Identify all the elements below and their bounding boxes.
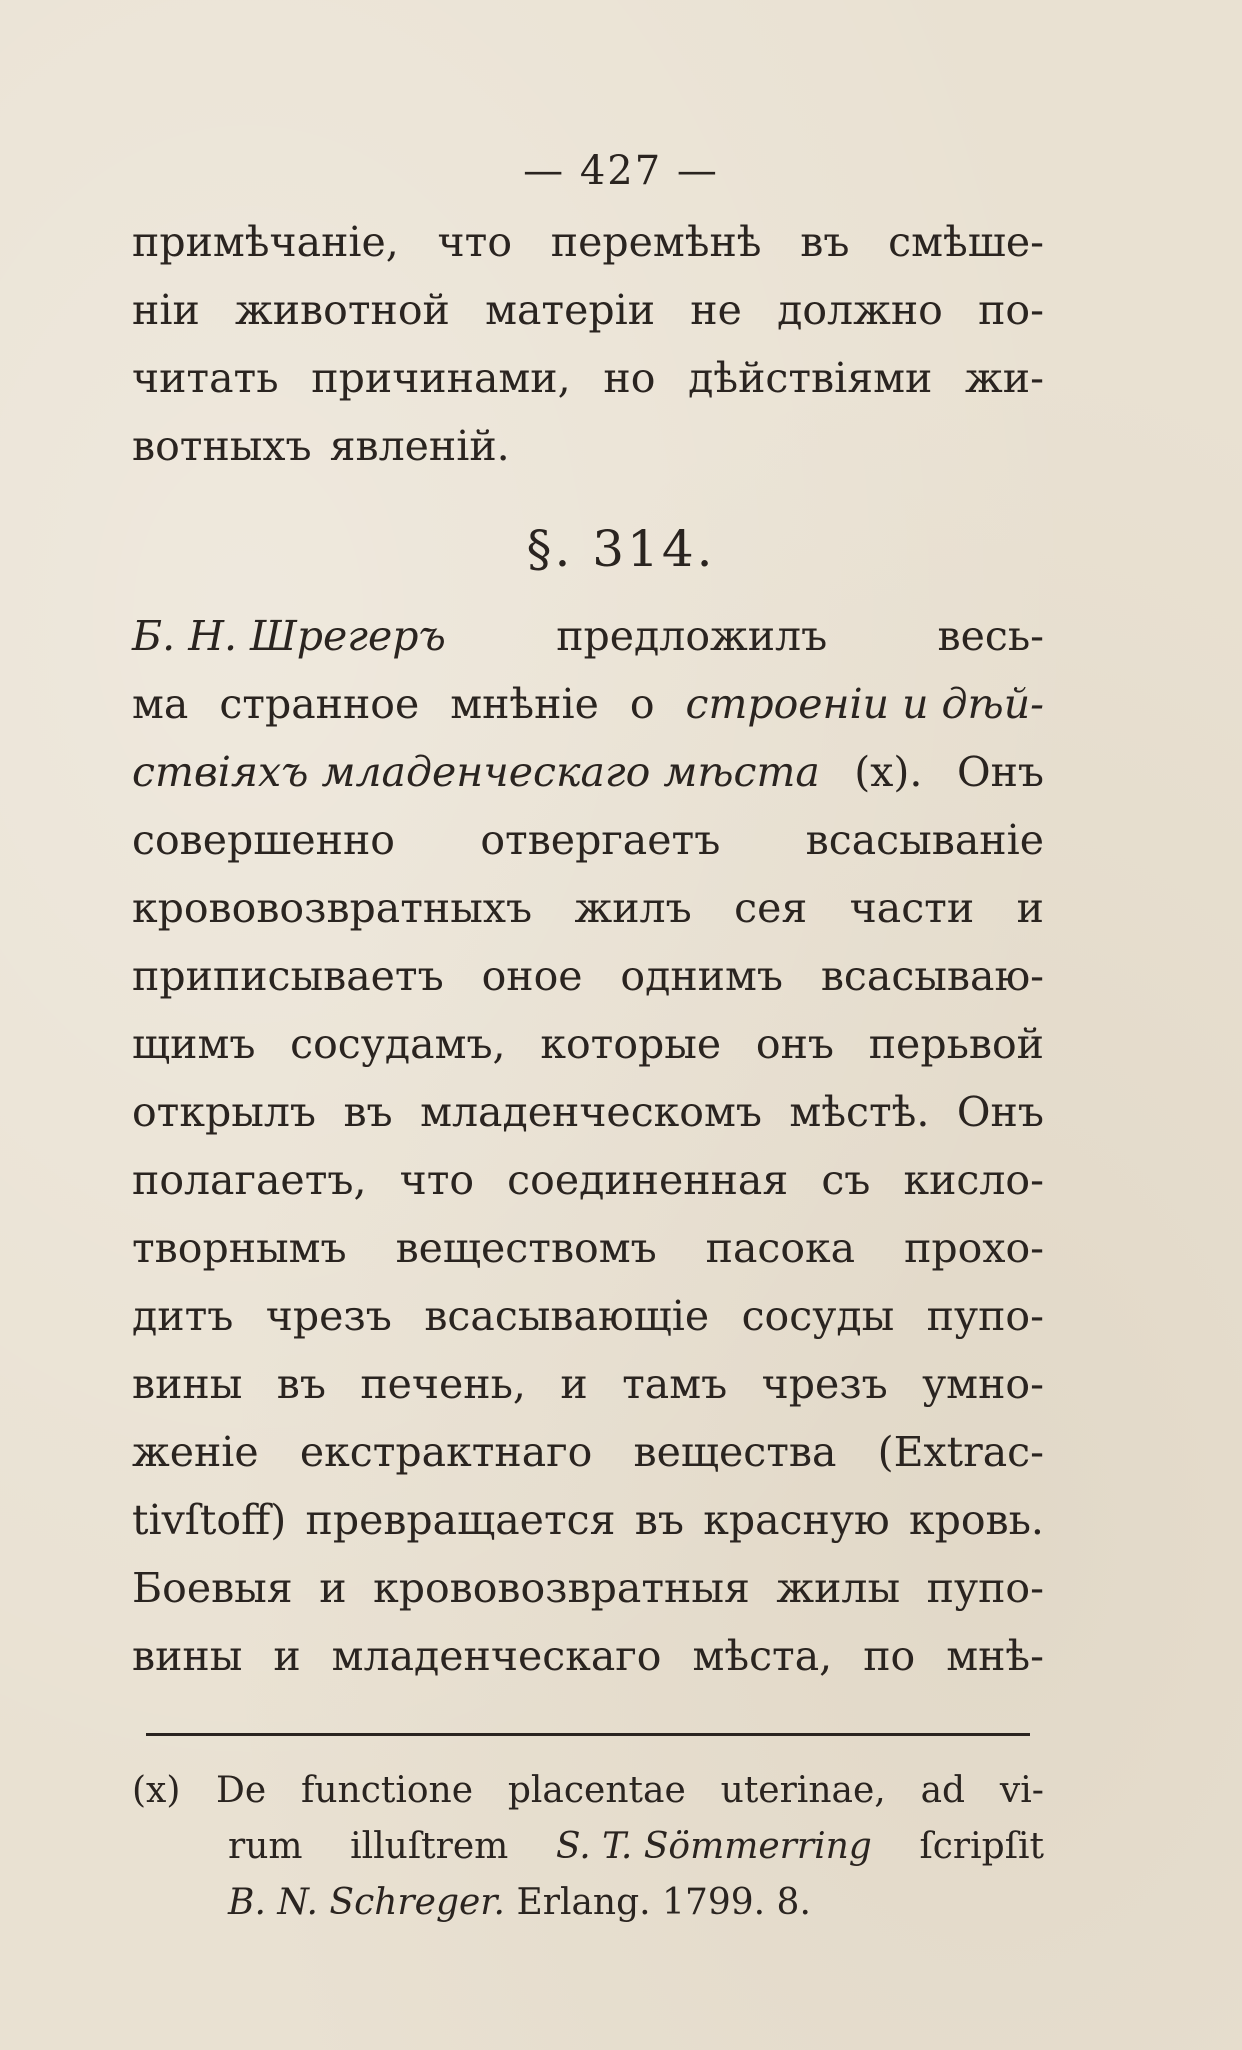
text-line bbox=[132, 1564, 1044, 1632]
word: что bbox=[437, 218, 513, 266]
word: кровь. bbox=[908, 1496, 1044, 1544]
word: но bbox=[603, 354, 656, 402]
word: и bbox=[1016, 884, 1044, 932]
footnote-divider bbox=[146, 1733, 1030, 1736]
footnote-text bbox=[228, 1882, 811, 1923]
word: которые bbox=[540, 1020, 722, 1068]
word: сосудамъ, bbox=[290, 1020, 506, 1068]
text-line bbox=[132, 286, 1044, 354]
word: младенческаго bbox=[331, 1632, 662, 1680]
word: части bbox=[849, 884, 975, 932]
word: сосуды bbox=[741, 1292, 895, 1340]
text-line bbox=[132, 1224, 1044, 1292]
word: жилы bbox=[776, 1564, 901, 1612]
word: умно- bbox=[922, 1360, 1044, 1408]
word: открылъ bbox=[132, 1088, 316, 1136]
text-line bbox=[132, 1360, 1044, 1428]
word: примѣчаніе, bbox=[132, 218, 399, 266]
word: дѣйствіями bbox=[688, 354, 933, 402]
word: пупо- bbox=[926, 1292, 1044, 1340]
word: пупо- bbox=[926, 1564, 1044, 1612]
word: вещества bbox=[633, 1428, 837, 1476]
word: оное bbox=[481, 952, 583, 1000]
italic-phrase: ствіяхъ младенческаго мѣста bbox=[132, 748, 820, 796]
word: дитъ bbox=[132, 1292, 234, 1340]
author-name: Б. Н. Шрегеръ bbox=[132, 612, 446, 660]
word: vi- bbox=[999, 1770, 1044, 1811]
text-line bbox=[132, 816, 1044, 884]
word: полагаетъ, bbox=[132, 1156, 367, 1204]
word: матеріи bbox=[485, 286, 656, 334]
word: совершенно bbox=[132, 816, 395, 864]
word: всасываю- bbox=[820, 952, 1044, 1000]
cited-name: S. T. Sömmerring bbox=[555, 1826, 872, 1867]
word: животной bbox=[235, 286, 450, 334]
word: причинами, bbox=[311, 354, 571, 402]
word: и bbox=[273, 1632, 301, 1680]
word: мѣстѣ. bbox=[789, 1088, 930, 1136]
word: и bbox=[319, 1564, 347, 1612]
word: не bbox=[690, 286, 742, 334]
word: однимъ bbox=[620, 952, 783, 1000]
word: (Extrac- bbox=[877, 1428, 1044, 1476]
footnote-line bbox=[132, 1882, 1044, 1938]
text-line bbox=[132, 1292, 1044, 1360]
word: что bbox=[399, 1156, 475, 1204]
word: всасываніе bbox=[805, 816, 1044, 864]
word: приписываетъ bbox=[132, 952, 444, 1000]
word: перьвой bbox=[868, 1020, 1044, 1068]
word: щимъ bbox=[132, 1020, 256, 1068]
word: младенческомъ bbox=[420, 1088, 762, 1136]
italic-phrase: строеніи и дѣй- bbox=[685, 680, 1044, 728]
word: прохо- bbox=[904, 1224, 1044, 1272]
word: Онъ bbox=[956, 1088, 1044, 1136]
footnote bbox=[132, 1770, 1044, 1938]
text-line bbox=[132, 1496, 1044, 1564]
text-line bbox=[132, 422, 1044, 490]
text-line bbox=[132, 354, 1044, 422]
word: мѣста, bbox=[692, 1632, 833, 1680]
word: въ bbox=[800, 218, 850, 266]
footnote-text bbox=[216, 1770, 1044, 1811]
word: tivſtoff) bbox=[132, 1496, 287, 1544]
word: предложилъ bbox=[556, 612, 828, 660]
word: по- bbox=[978, 286, 1044, 334]
word: illuſtrem bbox=[350, 1826, 509, 1867]
text-line bbox=[132, 1088, 1044, 1156]
text-line bbox=[132, 748, 1044, 816]
word: Онъ bbox=[956, 748, 1044, 796]
footnote-reference[interactable]: (x). bbox=[854, 748, 923, 796]
section-heading: §. 314. bbox=[526, 520, 716, 578]
word: творнымъ bbox=[132, 1224, 347, 1272]
word: ніи bbox=[132, 286, 200, 334]
word: пасока bbox=[705, 1224, 856, 1272]
text-line bbox=[132, 680, 1044, 748]
paragraph-lines bbox=[132, 816, 1044, 1700]
word: ad bbox=[920, 1770, 966, 1811]
word: De bbox=[216, 1770, 267, 1811]
word: сея bbox=[734, 884, 808, 932]
word: и bbox=[560, 1360, 588, 1408]
word: онъ bbox=[755, 1020, 834, 1068]
word: отвергаетъ bbox=[480, 816, 721, 864]
word: веществомъ bbox=[395, 1224, 657, 1272]
word: всасывающіе bbox=[424, 1292, 710, 1340]
word: Erlang. 1799. 8. bbox=[516, 1882, 811, 1923]
cited-name: B. N. Schreger. bbox=[228, 1882, 505, 1923]
word: тамъ bbox=[622, 1360, 728, 1408]
word: uterinae, bbox=[720, 1770, 886, 1811]
footnote-mark: (x) bbox=[132, 1770, 181, 1811]
word: читать bbox=[132, 354, 279, 402]
word: ма bbox=[132, 680, 189, 728]
word: жилъ bbox=[574, 884, 692, 932]
footnote-line bbox=[132, 1826, 1044, 1882]
word: крововозвратныхъ bbox=[132, 884, 533, 932]
word: чрезъ bbox=[265, 1292, 392, 1340]
word: кисло- bbox=[903, 1156, 1044, 1204]
word: жи- bbox=[965, 354, 1044, 402]
word: rum bbox=[228, 1826, 303, 1867]
word: мнѣніе bbox=[450, 680, 599, 728]
word: ſcripſit bbox=[919, 1826, 1044, 1867]
word: placentae bbox=[507, 1770, 686, 1811]
word: соединенная bbox=[507, 1156, 789, 1204]
main-paragraph bbox=[132, 612, 1044, 1700]
word: весь- bbox=[937, 612, 1044, 660]
word: вины bbox=[132, 1632, 243, 1680]
word: въ bbox=[343, 1088, 393, 1136]
text-line bbox=[132, 1156, 1044, 1224]
footnote-text bbox=[228, 1826, 1044, 1867]
word: странное bbox=[219, 680, 420, 728]
word: должно bbox=[777, 286, 943, 334]
page-number: — 427 — bbox=[523, 148, 719, 194]
text-line bbox=[132, 1020, 1044, 1088]
word: мнѣ- bbox=[946, 1632, 1044, 1680]
word: красную bbox=[703, 1496, 890, 1544]
text-line bbox=[132, 1632, 1044, 1700]
text-line bbox=[132, 952, 1044, 1020]
text-line bbox=[132, 1428, 1044, 1496]
word: вины bbox=[132, 1360, 243, 1408]
word: Боевыя bbox=[132, 1564, 293, 1612]
word: екстрактнаго bbox=[299, 1428, 593, 1476]
word: явленій. bbox=[329, 422, 510, 470]
word: печень, bbox=[360, 1360, 526, 1408]
word: чрезъ bbox=[761, 1360, 888, 1408]
word: вотныхъ bbox=[132, 422, 312, 470]
text-line bbox=[132, 884, 1044, 952]
word: женіе bbox=[132, 1428, 259, 1476]
footnote-line bbox=[132, 1770, 1044, 1826]
intro-text bbox=[132, 218, 1044, 490]
word: превращается bbox=[305, 1496, 616, 1544]
word: functione bbox=[301, 1770, 474, 1811]
word: съ bbox=[821, 1156, 871, 1204]
word: о bbox=[629, 680, 655, 728]
text-line bbox=[132, 612, 1044, 680]
word: въ bbox=[276, 1360, 326, 1408]
word: перемѣнѣ bbox=[550, 218, 762, 266]
word: въ bbox=[634, 1496, 684, 1544]
word: по bbox=[863, 1632, 916, 1680]
word: крововозвратныя bbox=[373, 1564, 750, 1612]
word: смѣше- bbox=[888, 218, 1044, 266]
text-line bbox=[132, 218, 1044, 286]
